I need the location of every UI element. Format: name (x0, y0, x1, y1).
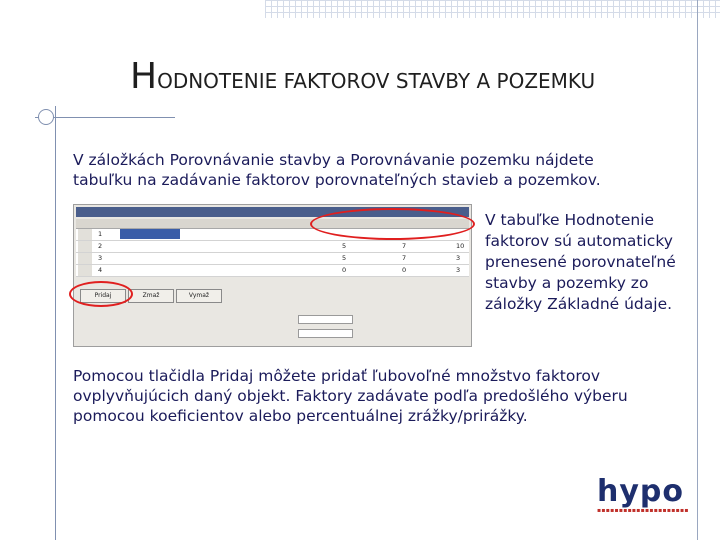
row-value: 3 (456, 254, 461, 262)
row-value: 7 (402, 242, 407, 250)
hypo-logo (597, 476, 689, 514)
highlight-ellipse-columns (310, 208, 475, 240)
row-value: 3 (456, 266, 461, 274)
add-button[interactable]: Pridaj (80, 289, 126, 303)
slide-title (130, 56, 595, 97)
vertical-rule (55, 106, 56, 540)
clear-button[interactable]: Vymaž (176, 289, 222, 303)
grid-decoration (265, 0, 720, 18)
row-value: 5 (342, 242, 347, 250)
ring-bullet-icon (38, 109, 54, 125)
table-row (76, 241, 469, 253)
row-value: 7 (402, 254, 407, 262)
bottom-paragraph: Pomocou tlačidla Pridaj môžete pridať ľubovoľné množstvo faktorov ovplyvňujúcich daný objekt. Faktory zadávate podľa predošlého výberu pomocou koeficientov alebo percentuálnej zrážky/prirážky. (73, 367, 628, 425)
row-number: 4 (98, 266, 103, 274)
row-number: 3 (98, 254, 103, 262)
row-value: 0 (342, 266, 347, 274)
right-border-line (697, 0, 698, 540)
table-row (76, 265, 469, 277)
row-value: 5 (342, 254, 347, 262)
intro-paragraph: V záložkách Porovnávanie stavby a Porovnávanie pozemku nájdete tabuľku na zadávanie faktorov porovnateľných stavieb a pozemkov. (73, 151, 601, 189)
summary-value-field (298, 315, 353, 324)
title-initial: H (130, 56, 158, 97)
logo-tagline: ▪▪▪▪▪▪▪▪▪▪▪▪▪▪▪▪▪▪▪▪▪ (597, 507, 689, 514)
logo-wordmark: hypo (597, 474, 684, 509)
horizontal-rule (35, 117, 175, 118)
row-number: 2 (98, 242, 103, 250)
delete-button[interactable]: Zmaž (128, 289, 174, 303)
title-rest: ODNOTENIE FAKTOROV STAVBY A POZEMKU (157, 69, 596, 93)
side-paragraph: V tabuľke Hodnotenie faktorov sú automaticky prenesené porovnateľné stavby a pozemky zo záložky Základné údaje. (485, 211, 676, 313)
row-number: 1 (98, 230, 103, 238)
summary-value-field (298, 329, 353, 338)
row-value: 10 (456, 242, 465, 250)
row-name-cell (120, 229, 180, 239)
table-row (76, 253, 469, 265)
highlight-ellipse-add-button (69, 281, 133, 307)
row-value: 0 (402, 266, 407, 274)
